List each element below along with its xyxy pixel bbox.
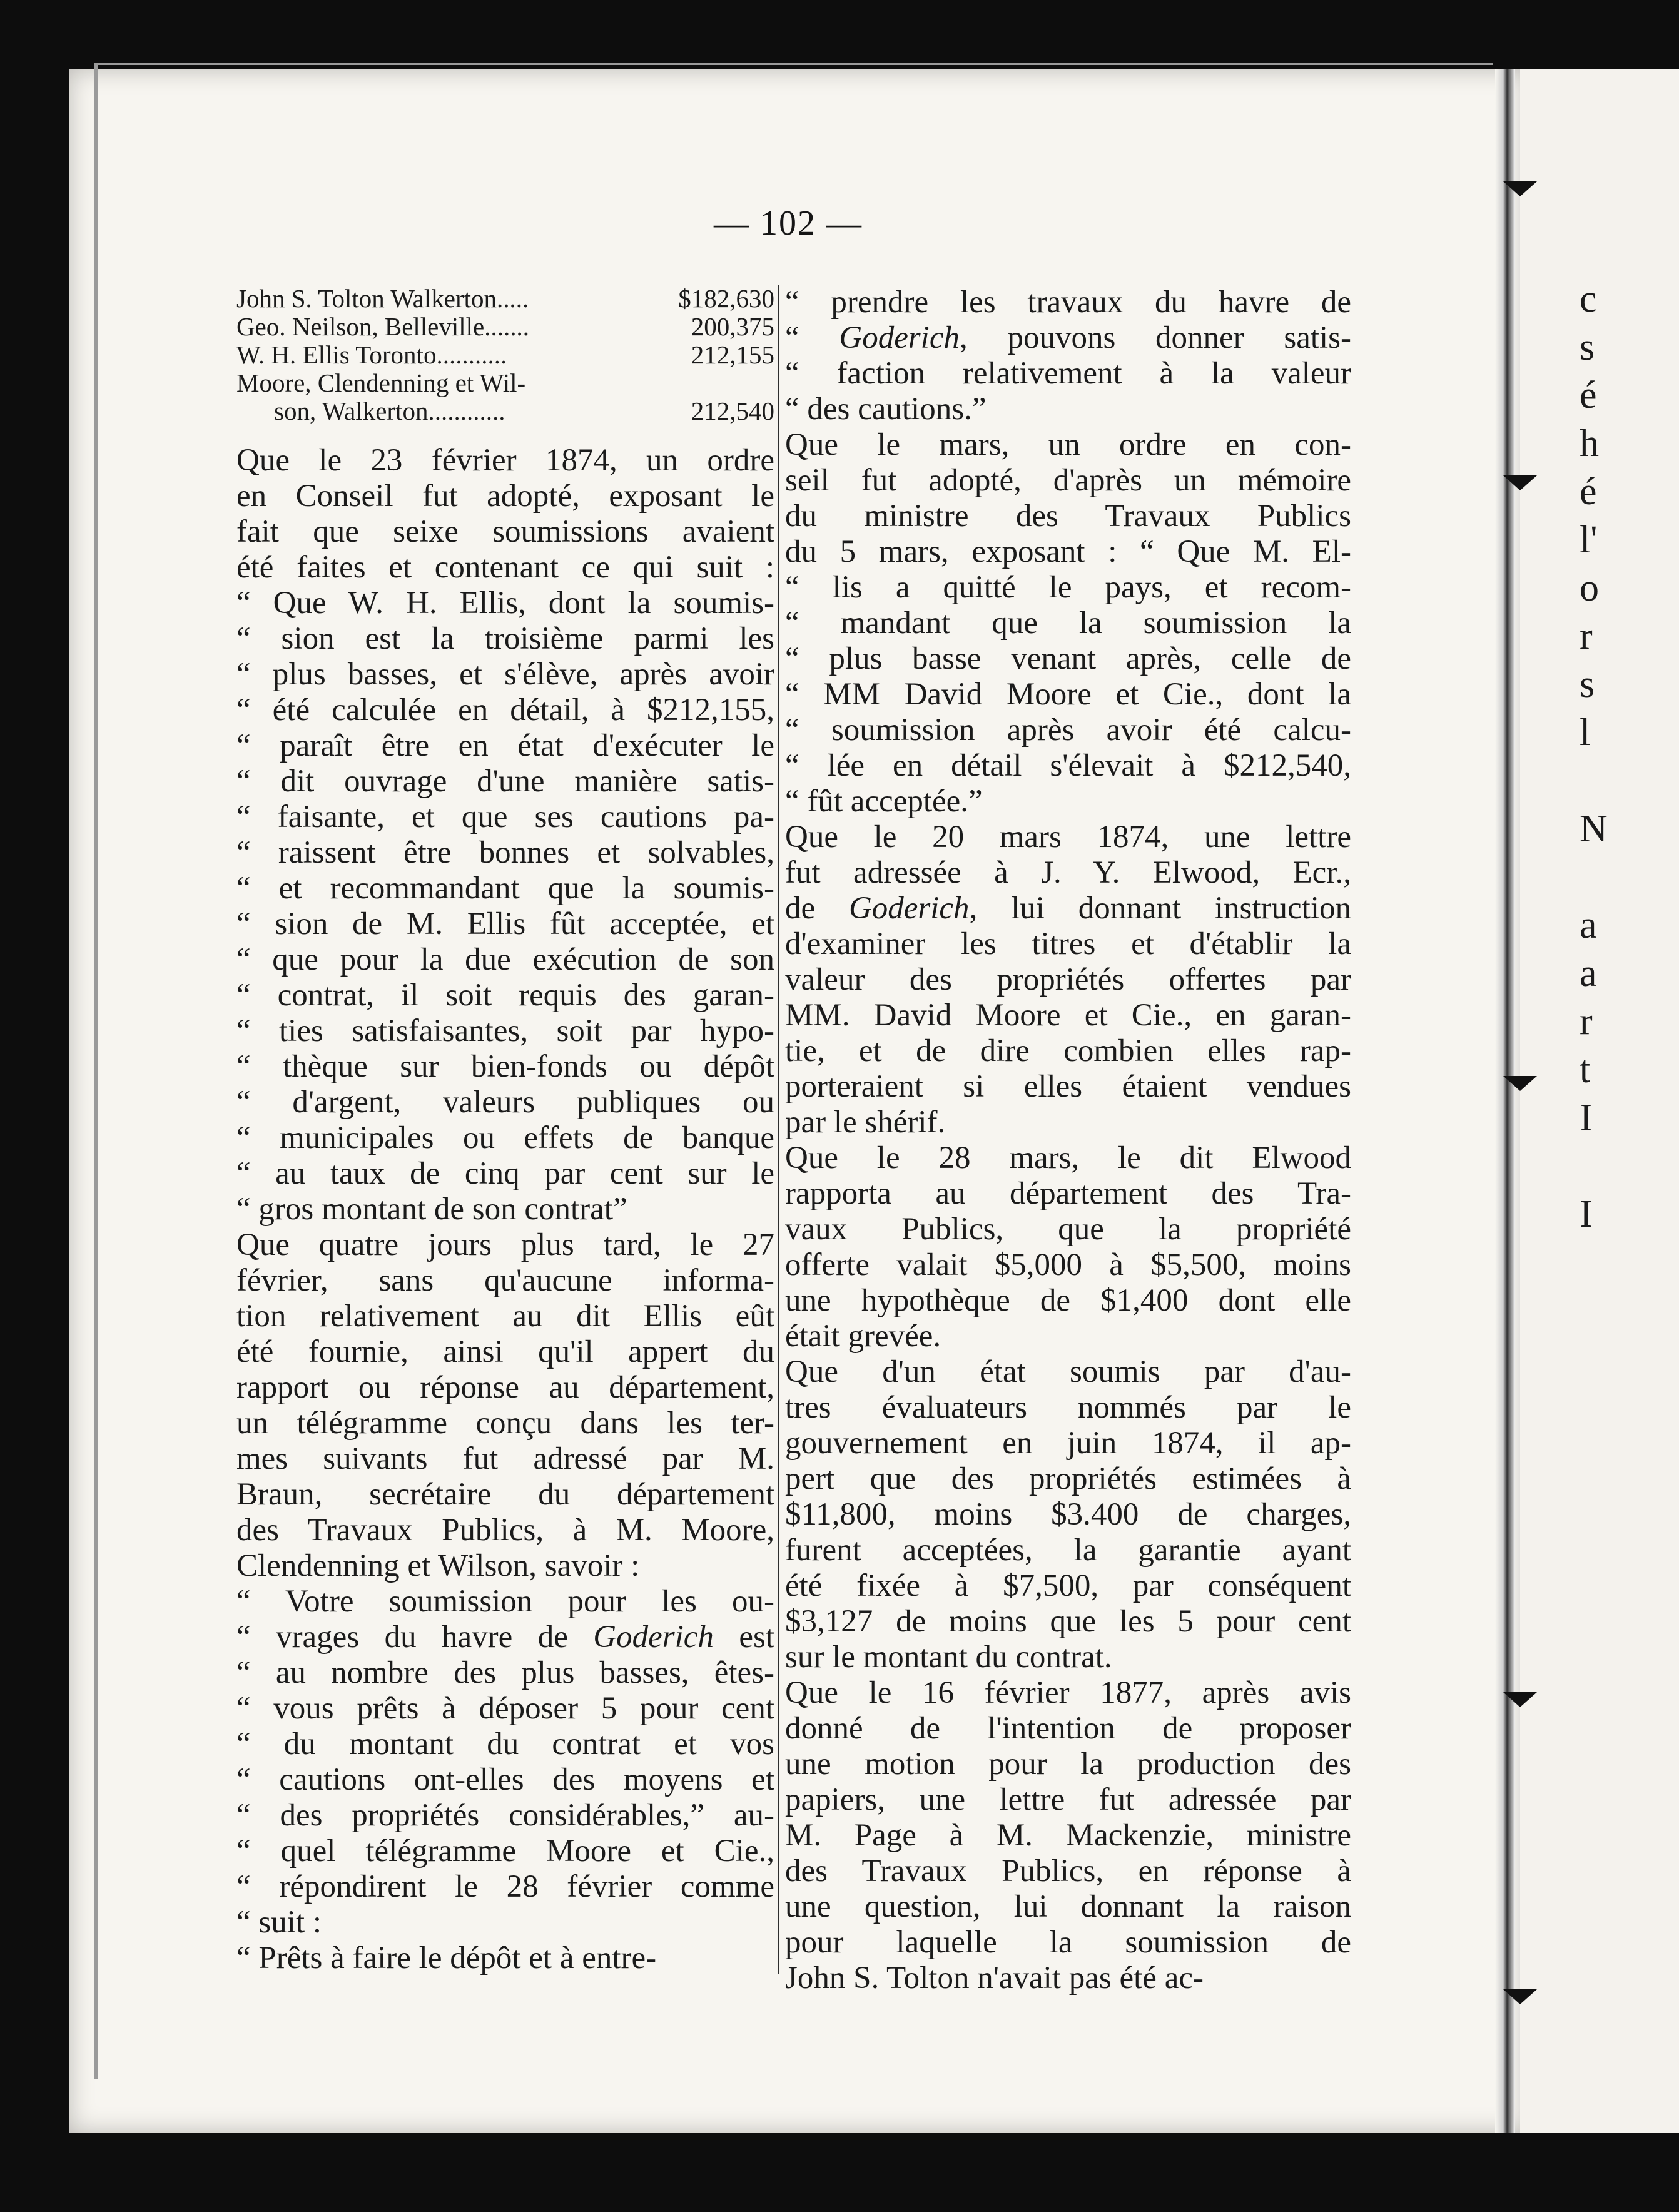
text-line: “ lée en détail s'élevait à $212,540, bbox=[785, 748, 1351, 783]
text-line: “ contrat, il soit requis des garan- bbox=[236, 978, 774, 1013]
text-line: du ministre des Travaux Publics bbox=[785, 499, 1351, 534]
text-line: en Conseil fut adopté, exposant le bbox=[236, 479, 774, 514]
text-line: sur le montant du contrat. bbox=[785, 1640, 1112, 1675]
adjacent-text-fragment bbox=[1580, 757, 1630, 805]
text-line: fut adressée à J. Y. Elwood, Ecr., bbox=[785, 855, 1351, 890]
text-line: “ cautions ont-elles des moyens et bbox=[236, 1762, 774, 1797]
adjacent-text-fragment: a bbox=[1580, 904, 1597, 946]
text-line: “ paraît être en état d'exécuter le bbox=[236, 728, 774, 763]
text-line: “ et recommandant que la soumis- bbox=[236, 871, 774, 906]
text-line: des Travaux Publics, à M. Moore, bbox=[236, 1513, 774, 1548]
text-line: fait que seixe soumissions avaient bbox=[236, 514, 774, 549]
tender-row bbox=[236, 285, 774, 313]
text-line: été fournie, ainsi qu'il appert du bbox=[236, 1334, 774, 1369]
text-line: Clendenning et Wilson, savoir : bbox=[236, 1548, 640, 1583]
text-line: “ plus basse venant après, celle de bbox=[785, 641, 1351, 676]
text-line: “ faction relativement à la valeur bbox=[785, 356, 1351, 391]
text-line: “ MM David Moore et Cie., dont la bbox=[785, 677, 1351, 712]
text-line: Que le 16 février 1877, après avis bbox=[785, 1675, 1351, 1710]
text-line: valeur des propriétés offertes par bbox=[785, 962, 1351, 997]
binding-marker-icon bbox=[1498, 1692, 1542, 1707]
text-line: “ lis a quitté le pays, et recom- bbox=[785, 570, 1351, 605]
text-line: papiers, une lettre fut adressée par bbox=[785, 1782, 1351, 1817]
text-line: rapporta au département des Tra- bbox=[785, 1176, 1351, 1211]
adjacent-text-fragment: c bbox=[1580, 278, 1597, 320]
text-line: furent acceptées, la garantie ayant bbox=[785, 1533, 1351, 1568]
tender-name: John S. Tolton Walkerton..... bbox=[236, 284, 529, 313]
text-line: “ suit : bbox=[236, 1905, 322, 1940]
adjacent-text-fragment: é bbox=[1580, 470, 1597, 513]
left-column-text bbox=[236, 443, 774, 1976]
adjacent-page bbox=[1520, 69, 1679, 2133]
text-line: mes suivants fut adressé par M. bbox=[236, 1441, 774, 1476]
text-line: “ des cautions.” bbox=[785, 392, 987, 427]
adjacent-text-fragment: é bbox=[1580, 374, 1597, 417]
text-line: des Travaux Publics, en réponse à bbox=[785, 1854, 1351, 1889]
text-line: été fixée à $7,500, par conséquent bbox=[785, 1568, 1351, 1603]
adjacent-text-fragment: N bbox=[1580, 808, 1608, 850]
text-line: tion relativement au dit Ellis eût bbox=[236, 1299, 774, 1334]
text-line: “ Goderich, pouvons donner satis- bbox=[785, 320, 1351, 355]
adjacent-text-fragment: t bbox=[1580, 1048, 1591, 1091]
column-divider bbox=[778, 285, 779, 1974]
tender-row bbox=[236, 341, 774, 369]
text-line: “ thèque sur bien-fonds ou dépôt bbox=[236, 1049, 774, 1084]
tender-name: Moore, Clendenning et Wil- bbox=[236, 368, 526, 397]
text-line: par le shérif. bbox=[785, 1105, 946, 1140]
text-line: “ dit ouvrage d'une manière satis- bbox=[236, 764, 774, 799]
binding-marker-icon bbox=[1498, 1076, 1542, 1091]
page-number: — 102 — bbox=[714, 204, 863, 243]
text-line: du 5 mars, exposant : “ Que M. El- bbox=[785, 534, 1351, 569]
text-line: “ gros montant de son contrat” bbox=[236, 1192, 627, 1227]
text-line: “ vous prêts à déposer 5 pour cent bbox=[236, 1691, 774, 1726]
text-line: “ répondirent le 28 février comme bbox=[236, 1869, 774, 1904]
text-line: Que le mars, un ordre en con- bbox=[785, 427, 1351, 462]
text-line: était grevée. bbox=[785, 1319, 941, 1354]
text-line: d'examiner les titres et d'établir la bbox=[785, 926, 1351, 961]
text-line: “ raissent être bonnes et solvables, bbox=[236, 835, 774, 870]
text-line: seil fut adopté, d'après un mémoire bbox=[785, 463, 1351, 498]
text-line: “ soumission après avoir été calcu- bbox=[785, 713, 1351, 748]
text-line: “ municipales ou effets de banque bbox=[236, 1120, 774, 1155]
tender-name: son, Walkerton............ bbox=[274, 397, 505, 425]
tender-amount: 200,375 bbox=[691, 312, 774, 341]
text-line: Que le 20 mars 1874, une lettre bbox=[785, 819, 1351, 855]
text-line: M. Page à M. Mackenzie, ministre bbox=[785, 1818, 1351, 1853]
right-column bbox=[785, 285, 1351, 1996]
tender-row bbox=[236, 313, 774, 341]
adjacent-text-fragment bbox=[1580, 853, 1630, 901]
text-line: “ ties satisfaisantes, soit par hypo- bbox=[236, 1013, 774, 1048]
text-line: “ mandant que la soumission la bbox=[785, 606, 1351, 641]
text-line: $11,800, moins $3.400 de charges, bbox=[785, 1497, 1351, 1532]
tender-amount: 212,540 bbox=[691, 397, 774, 425]
text-line: “ du montant du contrat et vos bbox=[236, 1727, 774, 1762]
text-line: “ d'argent, valeurs publiques ou bbox=[236, 1085, 774, 1120]
tender-amount: 212,155 bbox=[691, 340, 774, 369]
tender-row bbox=[236, 397, 774, 425]
text-line: été faites et contenant ce qui suit : bbox=[236, 550, 774, 585]
adjacent-text-fragment: l' bbox=[1580, 519, 1598, 561]
adjacent-text-fragment bbox=[1580, 1142, 1630, 1190]
adjacent-text-fragment: s bbox=[1580, 663, 1595, 706]
text-line: pert que des propriétés estimées à bbox=[785, 1461, 1351, 1496]
text-line: “ quel télégramme Moore et Cie., bbox=[236, 1834, 774, 1869]
text-line: tres évaluateurs nommés par le bbox=[785, 1390, 1351, 1425]
text-line: Que d'un état soumis par d'au- bbox=[785, 1354, 1351, 1389]
right-column-text bbox=[785, 285, 1351, 1996]
tender-amount: $182,630 bbox=[678, 284, 774, 313]
text-line: tie, et de dire combien elles rap- bbox=[785, 1033, 1351, 1068]
text-line: $3,127 de moins que les 5 pour cent bbox=[785, 1604, 1351, 1639]
adjacent-text-fragment: o bbox=[1580, 567, 1599, 609]
text-line: février, sans qu'aucune informa- bbox=[236, 1263, 774, 1298]
text-line: une question, lui donnant la raison bbox=[785, 1889, 1351, 1924]
binding-marker-icon bbox=[1498, 1989, 1542, 2004]
text-line: Que le 28 mars, le dit Elwood bbox=[785, 1140, 1351, 1175]
text-line: “ Votre soumission pour les ou- bbox=[236, 1584, 774, 1619]
tender-row bbox=[236, 369, 774, 397]
text-line: Que quatre jours plus tard, le 27 bbox=[236, 1227, 774, 1262]
adjacent-text-fragment: r bbox=[1580, 1000, 1593, 1043]
text-line: “ plus basses, et s'élève, après avoir bbox=[236, 657, 774, 692]
text-line: une hypothèque de $1,400 dont elle bbox=[785, 1283, 1351, 1318]
adjacent-text-fragment: a bbox=[1580, 952, 1597, 995]
text-line: de Goderich, lui donnant instruction bbox=[785, 891, 1351, 926]
text-line: “ au taux de cinq par cent sur le bbox=[236, 1156, 774, 1191]
text-line: “ Que W. H. Ellis, dont la soumis- bbox=[236, 586, 774, 621]
adjacent-text-fragment: I bbox=[1580, 1193, 1593, 1235]
text-line: “ fût acceptée.” bbox=[785, 784, 983, 819]
text-line: “ que pour la due exécution de son bbox=[236, 942, 774, 977]
text-line: “ des propriétés considérables,” au- bbox=[236, 1798, 774, 1833]
text-line: Braun, secrétaire du département bbox=[236, 1477, 774, 1512]
text-line: un télégramme conçu dans les ter- bbox=[236, 1406, 774, 1441]
text-line: gouvernement en juin 1874, il ap- bbox=[785, 1426, 1351, 1461]
text-line: “ sion est la troisième parmi les bbox=[236, 621, 774, 656]
adjacent-text-fragment: h bbox=[1580, 422, 1599, 465]
text-line: vaux Publics, que la propriété bbox=[785, 1212, 1351, 1247]
tender-name: Geo. Neilson, Belleville....... bbox=[236, 312, 529, 341]
binding-marker-icon bbox=[1498, 181, 1542, 196]
binding-marker-icon bbox=[1498, 475, 1542, 490]
adjacent-text-fragment: r bbox=[1580, 615, 1593, 657]
text-line: John S. Tolton n'avait pas été ac- bbox=[785, 1961, 1204, 1996]
text-line: Que le 23 février 1874, un ordre bbox=[236, 443, 774, 478]
adjacent-text-fragment: s bbox=[1580, 326, 1595, 368]
text-line: “ faisante, et que ses cautions pa- bbox=[236, 799, 774, 835]
text-line: offerte valait $5,000 à $5,500, moins bbox=[785, 1247, 1351, 1282]
adjacent-page-text-fragment bbox=[1580, 275, 1630, 1239]
text-line: porteraient si elles étaient vendues bbox=[785, 1069, 1351, 1104]
text-line: “ au nombre des plus basses, êtes- bbox=[236, 1655, 774, 1690]
tender-name: W. H. Ellis Toronto........... bbox=[236, 340, 507, 369]
text-line: une motion pour la production des bbox=[785, 1747, 1351, 1782]
text-line: “ été calculée en détail, à $212,155, bbox=[236, 693, 774, 728]
text-line: “ Prêts à faire le dépôt et à entre- bbox=[236, 1941, 657, 1976]
adjacent-text-fragment: l bbox=[1580, 711, 1591, 754]
book-gutter bbox=[1495, 69, 1515, 2133]
text-line: donné de l'intention de proposer bbox=[785, 1711, 1351, 1746]
tender-list bbox=[236, 285, 774, 425]
text-line: “ sion de M. Ellis fût acceptée, et bbox=[236, 906, 774, 941]
left-column bbox=[236, 285, 774, 1976]
adjacent-text-fragment: I bbox=[1580, 1097, 1593, 1139]
text-line: pour laquelle la soumission de bbox=[785, 1925, 1351, 1960]
text-line: “ vrages du havre de Goderich est bbox=[236, 1620, 774, 1655]
text-line: rapport ou réponse au département, bbox=[236, 1370, 774, 1405]
text-line: MM. David Moore et Cie., en garan- bbox=[785, 998, 1351, 1033]
text-line: “ prendre les travaux du havre de bbox=[785, 285, 1351, 320]
